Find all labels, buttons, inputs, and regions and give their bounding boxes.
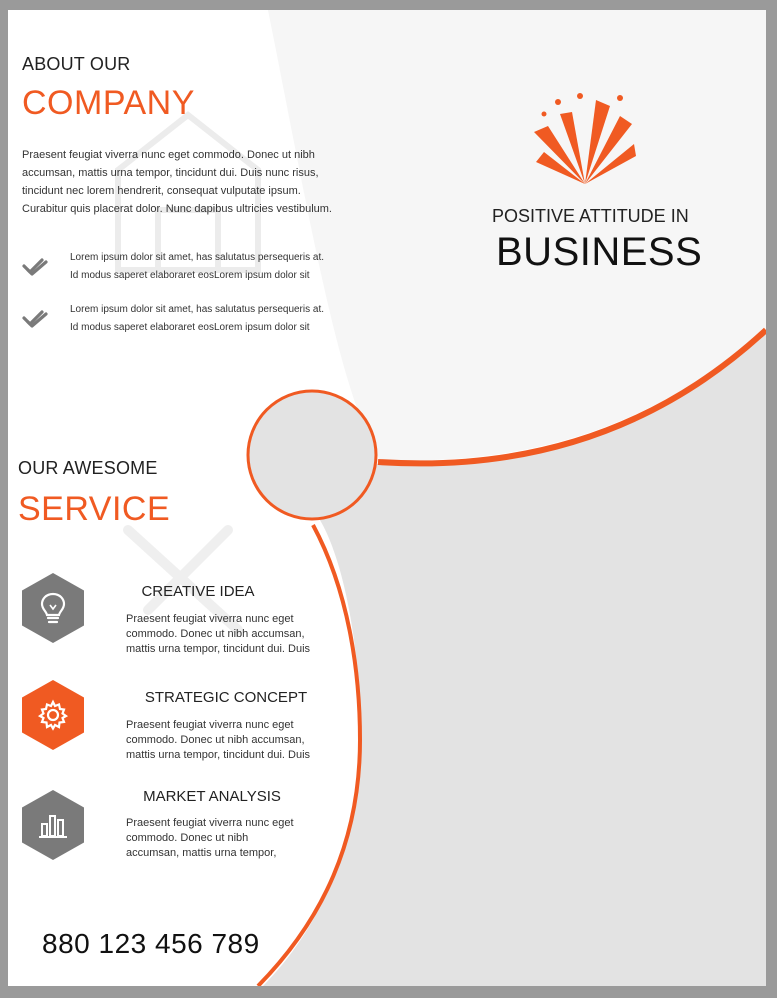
about-heading-small: ABOUT OUR [22,54,131,74]
service-3-line-2: commodo. Donec ut nibh [126,832,249,844]
service-2-line-2: commodo. Donec ut nibh accumsan, [126,734,305,746]
about-paragraph-line-3: tincidunt nec lorem hendrerit, consequat vulputate ipsum. [22,185,301,197]
about-paragraph-line-4: Curabitur quis placerat dolor. Nunc dapibus ultricies vestibulum. [22,203,332,215]
service-2-title: STRATEGIC CONCEPT [144,689,308,706]
service-1-line-3: mattis urna tempor, tincidunt dui. Duis [126,643,311,655]
service-3-title: MARKET ANALYSIS [143,788,281,805]
services-heading-small: OUR AWESOME [18,458,158,478]
service-3-line-1: Praesent feugiat viverra nunc eget [126,817,294,829]
service-1-title: CREATIVE IDEA [141,583,255,600]
brochure-page [8,10,766,986]
service-2-line-3: mattis urna tempor, tincidunt dui. Duis [126,749,311,761]
double-check-icon [22,308,48,330]
service-2-line-1: Praesent feugiat viverra nunc eget [126,719,294,731]
double-check-icon [22,256,48,278]
bar-chart-icon [37,810,69,840]
gear-icon [37,699,69,731]
services-heading-large: SERVICE [18,490,171,528]
bullet-2-line-1: Lorem ipsum dolor sit amet, has salutatus persequeris at. [70,304,325,315]
photo-circle [248,391,376,519]
bullet-1-line-1: Lorem ipsum dolor sit amet, has salutatus persequeris at. [70,252,325,263]
about-heading-large: COMPANY [22,84,195,122]
sunburst-logo-icon [530,92,640,187]
about-paragraph-line-1: Praesent feugiat viverra nunc eget commodo. Donec ut nibh [22,149,315,161]
bullet-1-line-2: Id modus saperet elaboraret eosLorem ipsum dolor sit [70,270,310,281]
headline-small: POSITIVE ATTITUDE IN [492,206,689,226]
service-3-line-3: accumsan, mattis urna tempor, [126,847,277,859]
headline-large: BUSINESS [496,230,703,274]
about-paragraph-line-2: accumsan, mattis urna tempor, tincidunt dui. Duis nunc risus, [22,167,319,179]
bullet-2-line-2: Id modus saperet elaboraret eosLorem ipsum dolor sit [70,322,310,333]
service-1-line-2: commodo. Donec ut nibh accumsan, [126,628,305,640]
lightbulb-icon [38,591,68,625]
phone-number: 880 123 456 789 [42,928,260,959]
service-1-line-1: Praesent feugiat viverra nunc eget [126,613,294,625]
